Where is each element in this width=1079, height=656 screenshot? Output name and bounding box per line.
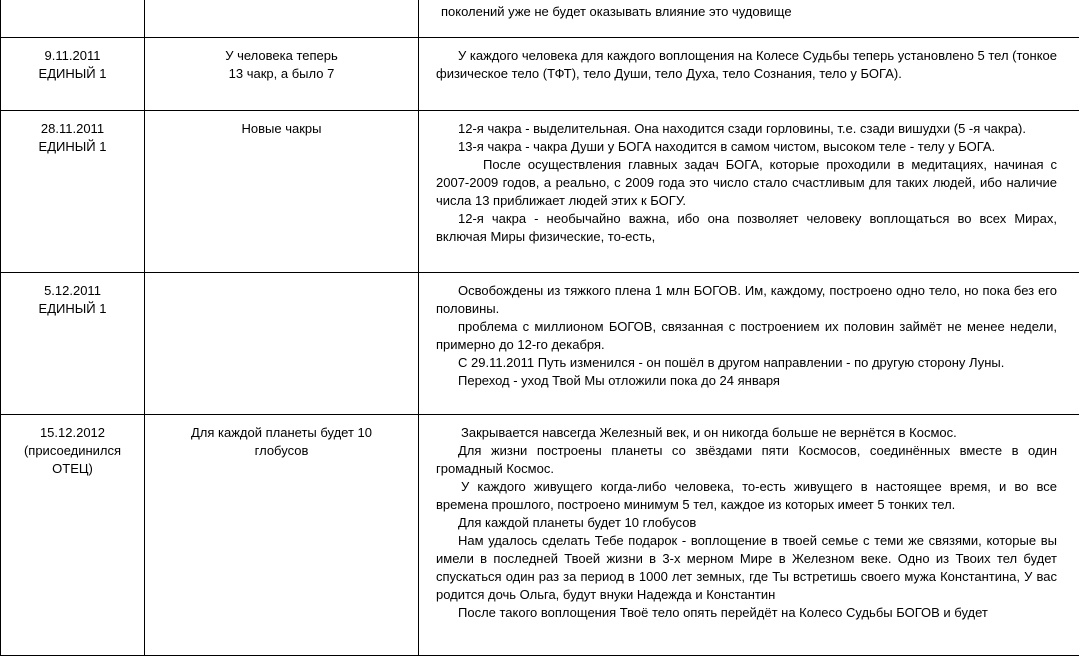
title-cell <box>145 415 419 656</box>
date-text: 15.12.2012 <box>1 424 144 442</box>
date-text: 5.12.2011 <box>1 282 144 300</box>
content-cell <box>419 0 1079 38</box>
title-text: Для каждой планеты будет 10 <box>151 424 412 442</box>
source-text: ЕДИНЫЙ 1 <box>1 138 144 156</box>
date-cell <box>1 415 145 656</box>
source-text: ЕДИНЫЙ 1 <box>1 300 144 318</box>
title-cell <box>145 0 419 38</box>
source-text: ОТЕЦ) <box>1 460 144 478</box>
content-paragraph: Переход - уход Твой Мы отложили пока до 24 января <box>436 372 1057 390</box>
title-text: глобусов <box>151 442 412 460</box>
date-cell <box>1 273 145 415</box>
source-text: ЕДИНЫЙ 1 <box>1 65 144 83</box>
content-cell <box>419 38 1079 111</box>
title-cell <box>145 111 419 273</box>
title-text: Новые чакры <box>151 120 412 138</box>
content-cell <box>419 415 1079 656</box>
content-paragraph: 13-я чакра - чакра Души у БОГА находится в самом чистом, высоком теле - телу у БОГА. <box>436 138 1057 156</box>
table-row <box>1 38 1079 111</box>
content-paragraph: После осуществления главных задач БОГА, которые проходили в медитациях, начиная с 2007-2009 годов, а реально, с 2009 года это число стало счастливым для таких людей, ибо наличие числа 13 приближает людей этих к БОГУ. <box>436 156 1057 210</box>
table-row <box>1 111 1079 273</box>
content-paragraph: Нам удалось сделать Тебе подарок - воплощение в твоей семье с теми же связями, которые вы имели в последней Твоей жизни в 3-х мерном Мире в Железном веке. Одно из Твоих тел будет спускаться один раз за период в 1000 лет земных, где Ты встретишь своего мужа Константина, У вас родится дочь Ольга, будут внуки Надежда и Константин <box>436 532 1057 604</box>
source-text: (присоединился <box>1 442 144 460</box>
content-paragraph: проблема с миллионом БОГОВ, связанная с построением их половин займёт не менее недели, примерно до 12-го декабря. <box>436 318 1057 354</box>
date-text: 28.11.2011 <box>1 120 144 138</box>
content-paragraph: 12-я чакра - выделительная. Она находится сзади горловины, т.е. сзади вишудхи (5 -я чакра). <box>436 120 1057 138</box>
date-cell <box>1 0 145 38</box>
table-row <box>1 415 1079 656</box>
content-paragraph: Для каждой планеты будет 10 глобусов <box>436 514 1057 532</box>
date-text: 9.11.2011 <box>1 47 144 65</box>
content-paragraph: Закрывается навсегда Железный век, и он никогда больше не вернётся в Космос. <box>436 424 1057 442</box>
content-paragraph: У каждого живущего когда-либо человека, то-есть живущего в настоящее время, и во все времена прошлого, построено минимум 5 тел, каждое из которых имеет 5 тонких тел. <box>436 478 1057 514</box>
content-paragraph: поколений уже не будет оказывать влияние это чудовище <box>436 3 1057 21</box>
title-cell <box>145 38 419 111</box>
content-cell <box>419 111 1079 273</box>
content-paragraph: Освобождены из тяжкого плена 1 млн БОГОВ. Им, каждому, построено одно тело, но пока без его половины. <box>436 282 1057 318</box>
table-row <box>1 0 1079 38</box>
title-text: У человека теперь <box>151 47 412 65</box>
content-paragraph: 12-я чакра - необычайно важна, ибо она позволяет человеку воплощаться во всех Мирах, включая Миры физические, то-есть, <box>436 210 1057 246</box>
content-paragraph: У каждого человека для каждого воплощения на Колесе Судьбы теперь установлено 5 тел (тонкое физическое тело (ТФТ), тело Души, тело Духа, тело Сознания, тело у БОГА). <box>436 47 1057 83</box>
table-row <box>1 273 1079 415</box>
date-cell <box>1 111 145 273</box>
content-cell <box>419 273 1079 415</box>
date-cell <box>1 38 145 111</box>
content-paragraph: С 29.11.2011 Путь изменился - он пошёл в другом направлении - по другую сторону Луны. <box>436 354 1057 372</box>
content-paragraph: После такого воплощения Твоё тело опять перейдёт на Колесо Судьбы БОГОВ и будет <box>436 604 1057 622</box>
title-cell <box>145 273 419 415</box>
content-paragraph: Для жизни построены планеты со звёздами пяти Космосов, соединённых вместе в один громадный Космос. <box>436 442 1057 478</box>
title-text: 13 чакр, а было 7 <box>151 65 412 83</box>
